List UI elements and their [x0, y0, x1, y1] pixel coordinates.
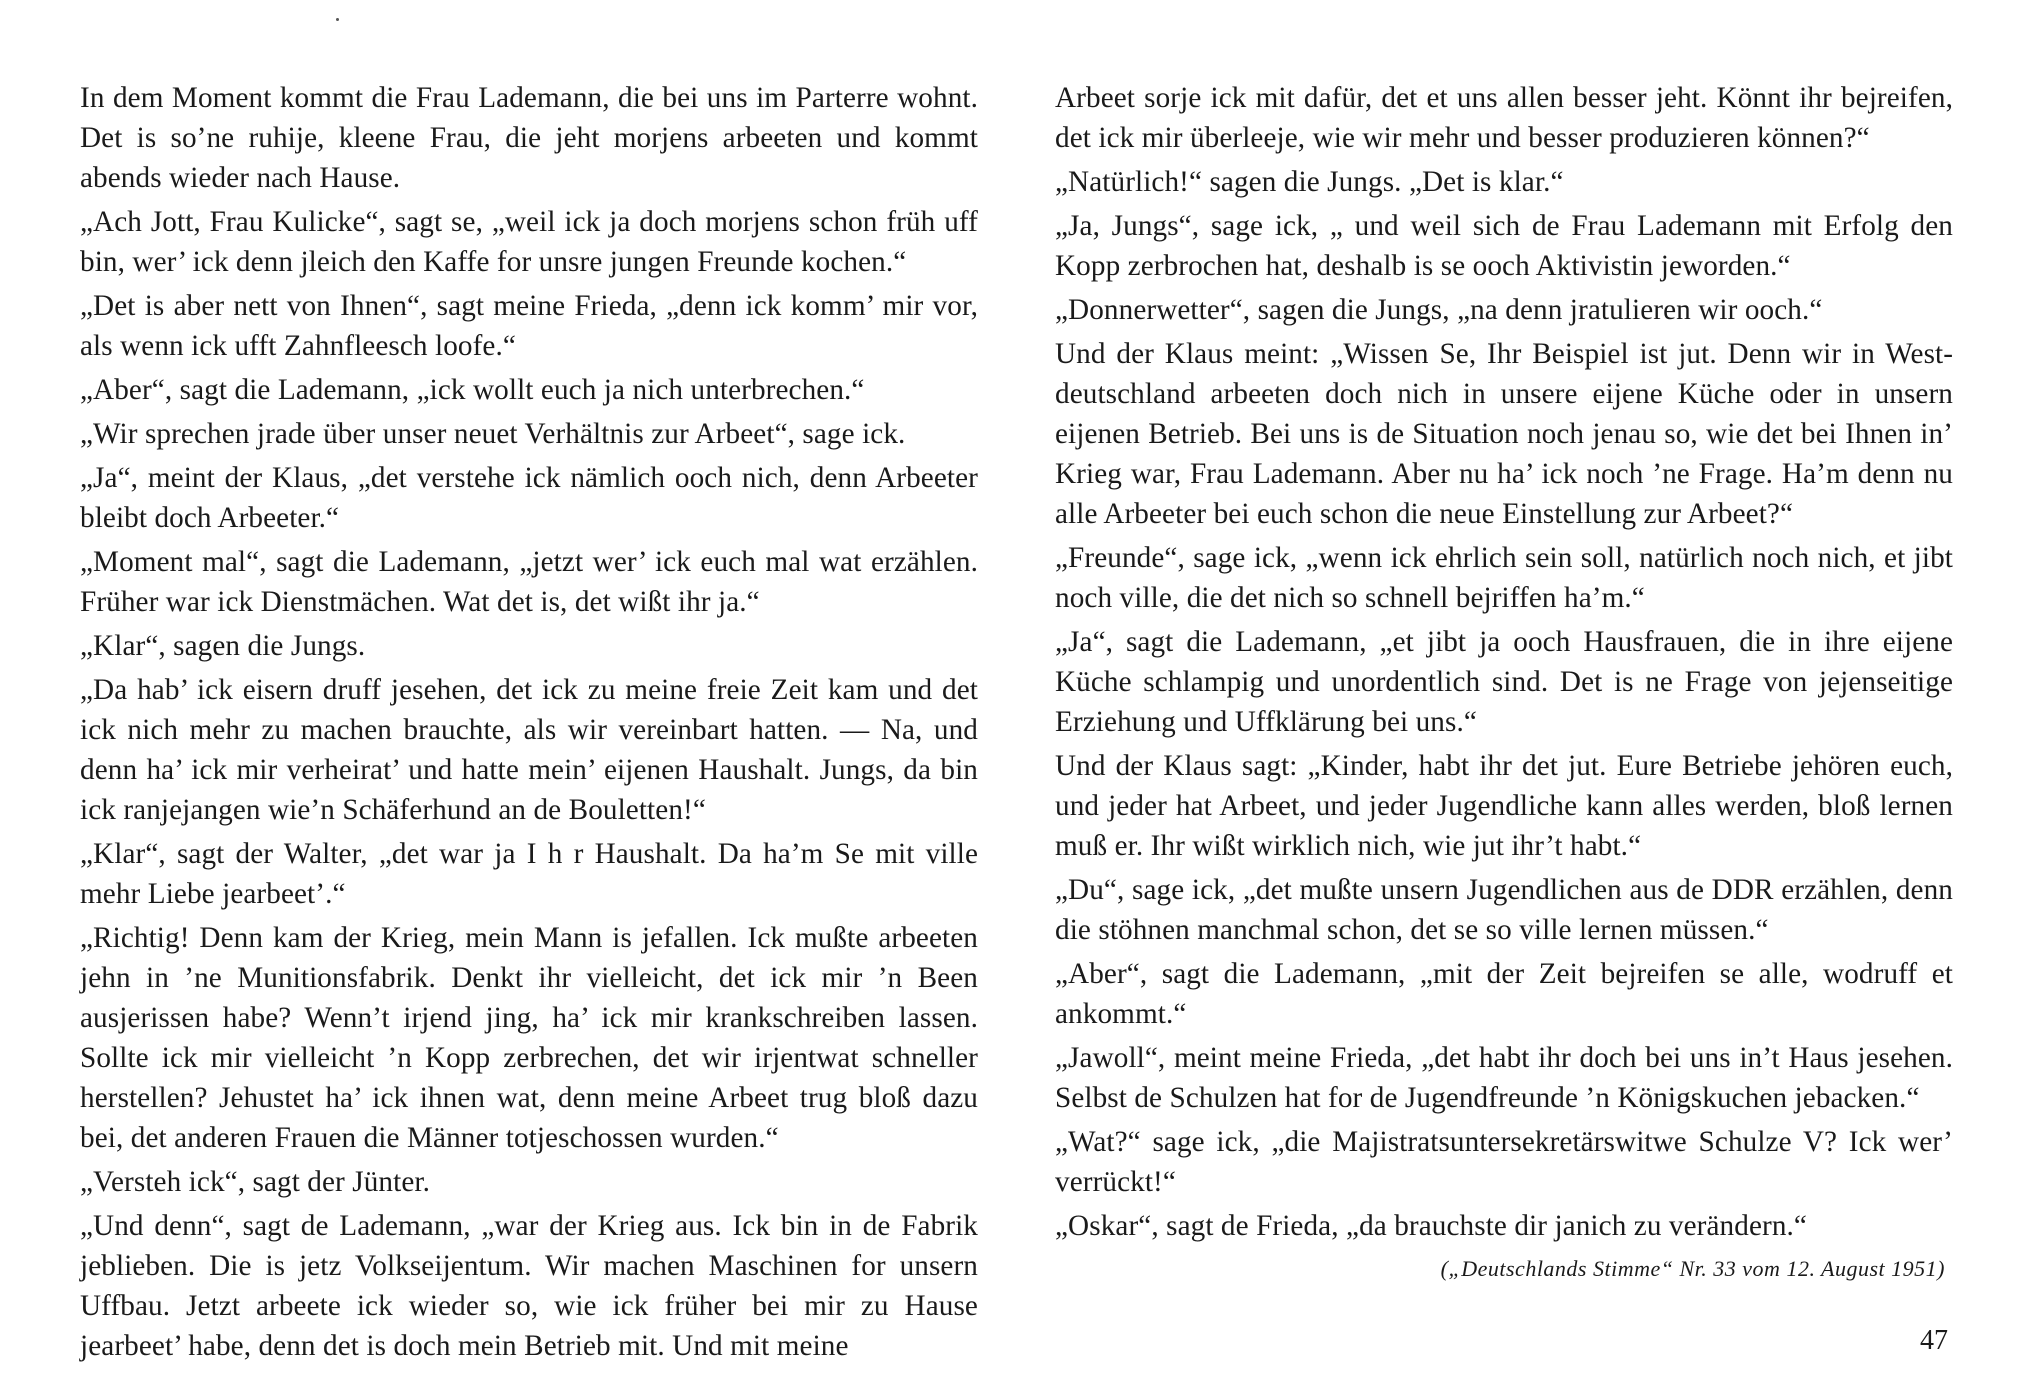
paragraph: „Klar“, sagt der Walter, „det war ja I h r Haushalt. Da ha’m Se mit ville mehr Liebe jearbeet’.“	[80, 838, 978, 910]
paragraph: In dem Moment kommt die Frau Lademann, die bei uns im Parterre wohnt. Det is so’ne ruhije, kleene Frau, die jeht morjens arbeeten und kommt abends wieder nach Hause.	[80, 82, 978, 194]
left-text-column	[80, 78, 978, 1370]
paragraph: „Natürlich!“ sagen die Jungs. „Det is klar.“	[1055, 166, 1564, 198]
paragraph: „Ja“, meint der Klaus, „det verstehe ick nämlich ooch nich, denn Arbeeter bleibt doch Arbeeter.“	[80, 462, 978, 534]
paragraph: Und der Klaus meint: „Wissen Se, Ihr Beispiel ist jut. Denn wir in Westdeutschland arbeeten doch nich in unsere eijene Küche oder in unsern eijenen Betrieb. Bei uns is de Situation noch jenau so, wie det bei Ihnen in’ Krieg war, Frau Lademann. Aber nu ha’ ick noch ’ne Frage. Ha’m denn nu alle Arbeeter bei euch schon die neue Einstellung zur Arbeet?“	[1055, 338, 1953, 530]
right-text-column	[1055, 78, 1953, 1284]
paragraph: „Wat?“ sage ick, „die Majistratsuntersekretärswitwe Schulze V? Ick wer’ verrückt!“	[1055, 1126, 1953, 1198]
page-number: 47	[1920, 1325, 1948, 1356]
paragraph: „Da hab’ ick eisern druff jesehen, det ick zu meine freie Zeit kam und det ick nich mehr zu machen brauchte, als wir vereinbart hatten. — Na, und denn ha’ ick mir verheirat’ und hatte mein’ eijenen Haushalt. Jungs, da bin ick ranjejangen wie’n Schäferhund an de Bouletten!“	[80, 674, 978, 826]
paragraph: „Richtig! Denn kam der Krieg, mein Mann is jefallen. Ick mußte arbeeten jehn in ’ne Munitionsfabrik. Denkt ihr vielleicht, det ick mir ’n Been ausjerissen habe? Wenn’t irjend jing, ha’ ick mir krankschreiben lassen. Sollte ick mir vielleicht ’n Kopp zerbrechen, det wir irjentwat schneller herstellen? Jehustet ha’ ick ihnen wat, denn meine Arbeet trug bloß dazu bei, det anderen Frauen die Männer totjeschossen wurden.“	[80, 922, 978, 1154]
paragraph: „Oskar“, sagt de Frieda, „da brauchste dir janich zu verändern.“	[1055, 1210, 1807, 1242]
paragraph: „Und denn“, sagt de Lademann, „war der Krieg aus. Ick bin in de Fabrik jeblieben. Die is jetz Volkseijentum. Wir machen Maschinen for unsern Uffbau. Jetzt arbeete ick wieder so, wie ick früher bei mir zu Hause jearbeet’ habe, denn det is doch mein Betrieb mit. Und mit meine	[80, 1210, 978, 1362]
source-citation: („Deutschlands Stimme“ Nr. 33 vom 12. August 1951)	[1440, 1256, 1945, 1281]
paragraph: „Ja, Jungs“, sage ick, „ und weil sich de Frau Lademann mit Erfolg den Kopp zerbrochen hat, deshalb is se ooch Aktivistin jeworden.“	[1055, 210, 1953, 282]
paragraph: „Jawoll“, meint meine Frieda, „det habt ihr doch bei uns in’t Haus jesehen. Selbst de Schulzen hat for de Jugendfreunde ’n Königskuchen jebacken.“	[1055, 1042, 1953, 1114]
paragraph: „Klar“, sagen die Jungs.	[80, 630, 366, 662]
paragraph: „Wir sprechen jrade über unser neuet Verhältnis zur Arbeet“, sage ick.	[80, 418, 906, 450]
print-speck	[336, 18, 339, 21]
paragraph: „Versteh ick“, sagt der Jünter.	[80, 1166, 430, 1198]
paragraph: Und der Klaus sagt: „Kinder, habt ihr det jut. Eure Betriebe jehören euch, und jeder hat Arbeet, und jeder Jugendliche kann alles werden, bloß lernen muß er. Ihr wißt wirklich nich, wie jut ihr’t habt.“	[1055, 750, 1953, 862]
paragraph: „Ach Jott, Frau Kulicke“, sagt se, „weil ick ja doch morjens schon früh uff bin, wer’ ick denn jleich den Kaffe for unsre jungen Freunde kochen.“	[80, 206, 978, 278]
paragraph: „Ja“, sagt die Lademann, „et jibt ja ooch Hausfrauen, die in ihre eijene Küche schlampig und unordentlich sind. Det is ne Frage von jejenseitige Erziehung und Uffklärung bei uns.“	[1055, 626, 1953, 738]
paragraph: „Aber“, sagt die Lademann, „mit der Zeit bejreifen se alle, wodruff et ankommt.“	[1055, 958, 1953, 1030]
paragraph: „Du“, sage ick, „det mußte unsern Jugendlichen aus de DDR erzählen, denn die stöhnen manchmal schon, det se so ville lernen müssen.“	[1055, 874, 1953, 946]
paragraph: „Moment mal“, sagt die Lademann, „jetzt wer’ ick euch mal wat erzählen. Früher war ick Dienstmächen. Wat det is, det wißt ihr ja.“	[80, 546, 978, 618]
paragraph: „Det is aber nett von Ihnen“, sagt meine Frieda, „denn ick komm’ mir vor, als wenn ick ufft Zahnfleesch loofe.“	[80, 290, 978, 362]
paragraph: Arbeet sorje ick mit dafür, det et uns allen besser jeht. Könnt ihr bejreifen, det ick mir überleeje, wie wir mehr und besser produzieren können?“	[1055, 82, 1953, 154]
paragraph: „Freunde“, sage ick, „wenn ick ehrlich sein soll, natürlich noch nich, et jibt noch ville, die det nich so schnell bejriffen ha’m.“	[1055, 542, 1953, 614]
paragraph: „Donnerwetter“, sagen die Jungs, „na denn jratulieren wir ooch.“	[1055, 294, 1823, 326]
paragraph: „Aber“, sagt die Lademann, „ick wollt euch ja nich unterbrechen.“	[80, 374, 865, 406]
